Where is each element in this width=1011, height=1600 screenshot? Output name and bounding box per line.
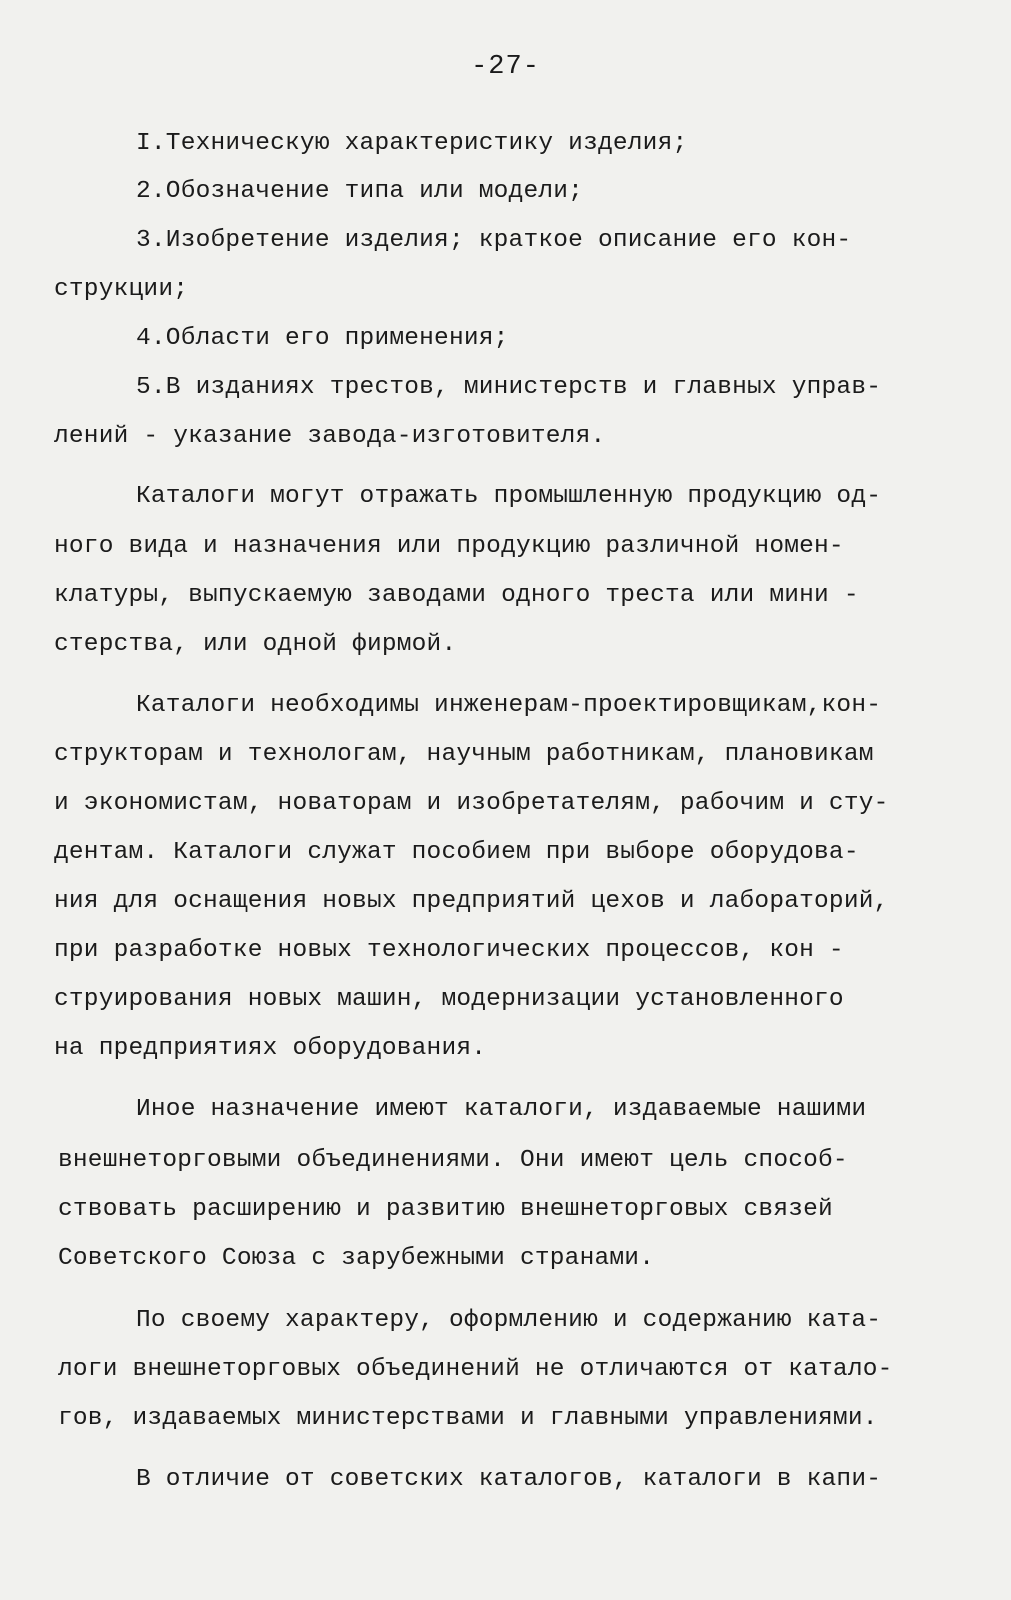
text-line: 5.В изданиях трестов, министерств и главных управ- (136, 374, 882, 401)
text-line: лений - указание завода-изготовителя. (54, 423, 606, 450)
text-line: структорам и технологам, научным работникам, плановикам (54, 741, 874, 768)
text-line: логи внешнеторговых объединений не отличаются от катало- (58, 1356, 893, 1383)
text-line: ния для оснащения новых предприятий цехов и лабораторий, (54, 888, 889, 915)
text-line: гов, издаваемых министерствами и главными управлениями. (58, 1405, 878, 1432)
text-line: 3.Изобретение изделия; краткое описание его кон- (136, 227, 852, 254)
text-line: на предприятиях оборудования. (54, 1035, 487, 1062)
text-line: Иное назначение имеют каталоги, издаваемые нашими (136, 1096, 867, 1123)
text-line: ствовать расширению и развитию внешнеторговых связей (58, 1196, 833, 1223)
text-line: стерства, или одной фирмой. (54, 631, 457, 658)
text-line: Советского Союза с зарубежными странами. (58, 1245, 655, 1272)
text-line: дентам. Каталоги служат пособием при выборе оборудова- (54, 839, 859, 866)
text-line: В отличие от советских каталогов, каталоги в капи- (136, 1466, 882, 1493)
text-line: 2.Обозначение типа или модели; (136, 178, 584, 205)
text-line: Каталоги необходимы инженерам-проектировщикам,кон- (136, 692, 882, 719)
text-line: при разработке новых технологических процессов, кон - (54, 937, 844, 964)
text-line: и экономистам, новаторам и изобретателям, рабочим и сту- (54, 790, 889, 817)
text-line: внешнеторговыми объединениями. Они имеют цель способ- (58, 1147, 848, 1174)
text-line: клатуры, выпускаемую заводами одного треста или мини - (54, 582, 859, 609)
text-line: 4.Области его применения; (136, 325, 509, 352)
text-line: По своему характеру, оформлению и содержанию ката- (136, 1307, 882, 1334)
page-number: -27- (471, 52, 540, 82)
text-line: струирования новых машин, модернизации установленного (54, 986, 844, 1013)
text-line: ного вида и назначения или продукцию различной номен- (54, 533, 844, 560)
text-line: струкции; (54, 276, 189, 303)
text-line: I.Техническую характеристику изделия; (136, 130, 688, 157)
text-line: Каталоги могут отражать промышленную продукцию од- (136, 483, 882, 510)
